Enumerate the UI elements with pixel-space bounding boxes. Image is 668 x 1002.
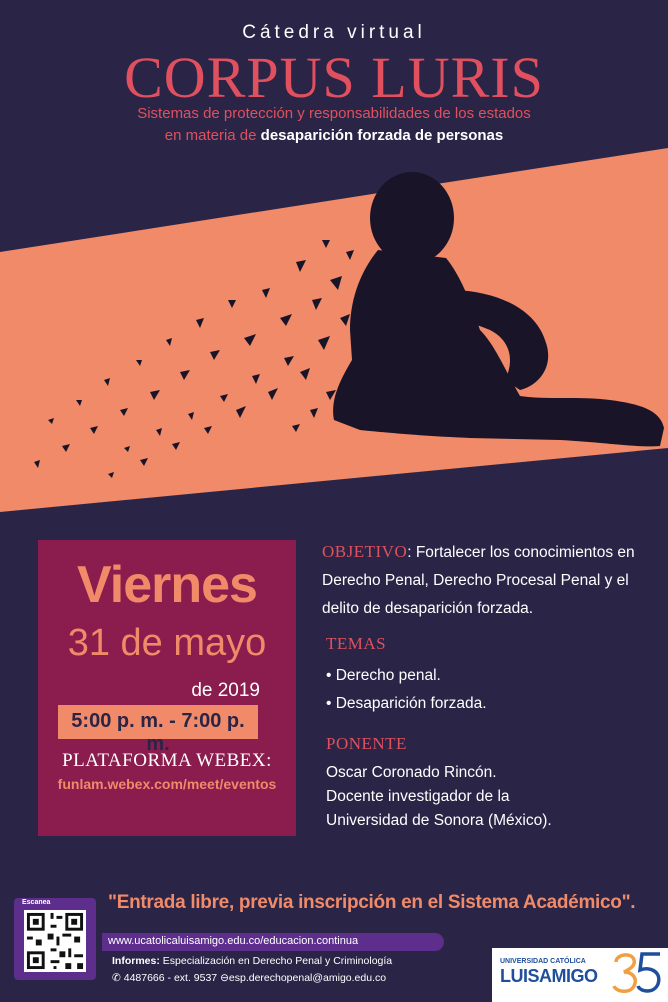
- subtitle-line-2: [0, 127, 668, 144]
- hero-band: [0, 148, 668, 512]
- list-item: • Desaparición forzada.: [326, 695, 487, 712]
- phone-icon: ✆: [112, 972, 121, 984]
- speaker-role: Docente investigador de la: [326, 788, 510, 805]
- qr-label: Escanea: [22, 899, 51, 906]
- event-title: CORPUS LURIS: [124, 45, 544, 110]
- event-date: 31 de mayo: [67, 622, 267, 664]
- pre-title: Cátedra virtual: [242, 22, 426, 43]
- informes-label: Informes:: [112, 955, 160, 967]
- email-icon: ⊖: [220, 972, 229, 984]
- event-year: de 2019: [191, 680, 260, 701]
- event-day: Viernes: [77, 556, 257, 614]
- event-time: 5:00 p. m. - 7:00 p. m.: [71, 710, 245, 755]
- subtitle-line-2-plain: en materia de: [164, 127, 261, 144]
- informes-text: Especialización en Derecho Penal y Criminología: [159, 955, 393, 967]
- email-link[interactable]: esp.derechopenal@amigo.edu.co: [228, 972, 387, 984]
- list-item: • Derecho penal.: [326, 667, 441, 684]
- logo-main-text: LUISAMIGO: [500, 966, 598, 986]
- shatter-fragments: [34, 240, 354, 478]
- objective-block: [322, 538, 662, 623]
- objective-text: : Fortalecer los conocimientos en Derecho Penal, Derecho Procesal Penal y el delito de desaparición forzada.: [322, 544, 635, 617]
- qr-code-icon[interactable]: [24, 910, 86, 972]
- contact-line: [112, 972, 386, 984]
- subtitle-line-1: Sistemas de protección y responsabilidades de los estados: [137, 105, 531, 122]
- phone-number: 4487666 - ext. 9537: [123, 972, 218, 984]
- anniversary-35-icon: [610, 948, 666, 1002]
- silhouette-figure: [333, 172, 664, 446]
- topics-list: [326, 662, 487, 718]
- registration-quote: "Entrada libre, previa inscripción en el Sistema Académico".: [108, 892, 636, 913]
- speaker-affiliation: Universidad de Sonora (México).: [326, 812, 552, 829]
- topics-heading: TEMAS: [326, 634, 387, 653]
- speaker-name: Oscar Coronado Rincón.: [326, 764, 497, 781]
- website-link[interactable]: www.ucatolicaluisamigo.edu.co/educacion.continua: [108, 935, 359, 947]
- objective-heading: OBJETIVO: [322, 542, 408, 561]
- logo-top-text: UNIVERSIDAD CATÓLICA: [500, 958, 586, 965]
- speaker-heading: PONENTE: [326, 734, 407, 753]
- platform-url-link[interactable]: funlam.webex.com/meet/eventos: [57, 776, 277, 792]
- speaker-info: [326, 761, 552, 833]
- platform-label: PLATAFORMA WEBEX:: [62, 750, 272, 771]
- informes-line: [112, 955, 392, 967]
- subtitle-line-2-bold: desaparición forzada de personas: [260, 127, 504, 144]
